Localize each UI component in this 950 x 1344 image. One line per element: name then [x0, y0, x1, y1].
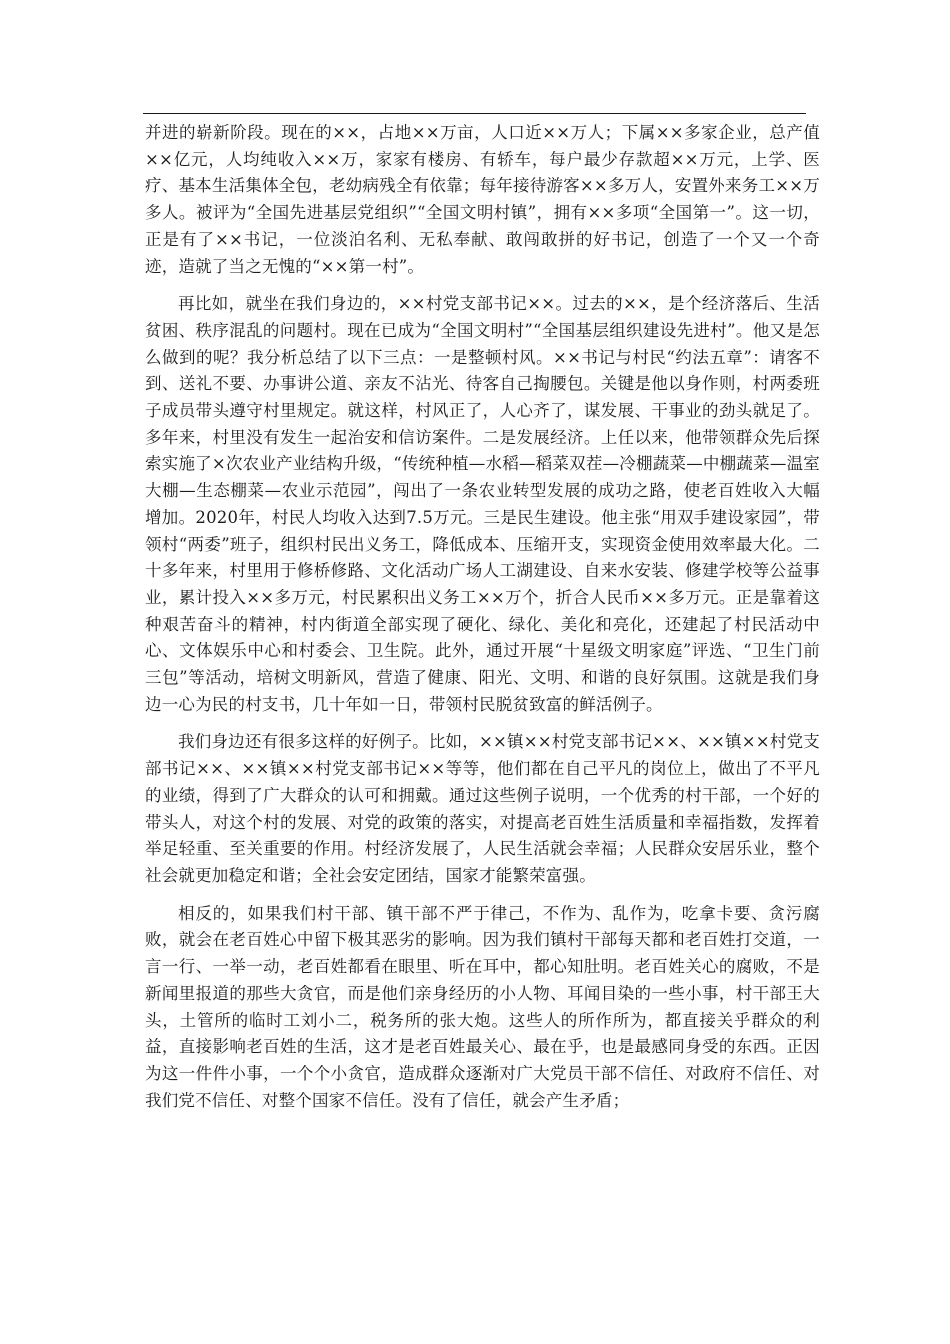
document-body	[145, 120, 820, 1125]
paragraph-counter-example: 相反的，如果我们村干部、镇干部不严于律己，不作为、乱作为，吃拿卡要、贪污腐败，就会在老百姓心中留下极其恶劣的影响。因为我们镇村干部每天都和老百姓打交道，一言一行、一举一动，老百姓都看在眼里、听在耳中，都心知肚明。老百姓关心的腐败，不是新闻里报道的那些大贪官，而是他们亲身经历的小人物、耳闻目染的一些小事，村干部王大头，土管所的临时工刘小二，税务所的张大炮。这些人的所作所为，都直接关乎群众的利益，直接影响老百姓的生活，这才是老百姓最关心、最在乎，也是最感同身受的东西。正因为这一件件小事，一个个小贪官，造成群众逐渐对广大党员干部不信任、对政府不信任、对我们党不信任、对整个国家不信任。没有了信任，就会产生矛盾；	[145, 903, 820, 1110]
paragraph-village-secretary-example: 再比如，就坐在我们身边的，××村党支部书记××。过去的××，是个经济落后、生活贫困、秩序混乱的问题村。现在已成为“全国文明村”“全国基层组织建设先进村”。他又是怎么做到的呢？我分析总结了以下三点：一是整顿村风。××书记与村民“约法五章”：请客不到、送礼不要、办事讲公道、亲友不沾光、待客自己掏腰包。关键是他以身作则，村两委班子成员带头遵守村里规定。就这样，村风正了，人心齐了，谋发展、干事业的劲头就足了。多年来，村里没有发生一起治安和信访案件。二是发展经济。上任以来，他带领群众先后探索实施了×次农业产业结构升级，“传统种植—水稻—稻菜双茬—冷棚蔬菜—中棚蔬菜—温室大棚—生态棚菜—农业示范园”，闯出了一条农业转型发展的成功之路，使老百姓收入大幅增加。2020年，村民人均收入达到7.5万元。三是民生建设。他主张“用双手建设家园”，带领村“两委”班子，组织村民出义务工，降低成本、压缩开支，实现资金使用效率最大化。二十多年来，村里用于修桥修路、文化活动广场人工湖建设、自来水安装、修建学校等公益事业，累计投入××多万元，村民累积出义务工××万个，折合人民币××多万元。正是靠着这种艰苦奋斗的精神，村内街道全部实现了硬化、绿化、美化和亮化，还建起了村民活动中心、文体娱乐中心和村委会、卫生院。此外，通过开展“十星级文明家庭”评选、“卫生门前三包”等活动，培树文明新风，营造了健康、阳光、文明、和谐的良好氛围。这就是我们身边一心为民的村支书，几十年如一日，带领村民脱贫致富的鲜活例子。	[145, 294, 820, 714]
header-rule	[143, 113, 806, 114]
paragraph-continuation: 并进的崭新阶段。现在的××，占地××万亩，人口近××万人；下属××多家企业，总产值××亿元，人均纯收入××万，家家有楼房、有轿车，每户最少存款超××万元，上学、医疗、基本生活集体全包，老幼病残全有依靠；每年接待游客××多万人，安置外来务工××万多人。被评为“全国先进基层党组织”“全国文明村镇”，拥有××多项“全国第一”。这一切，正是有了××书记，一位淡泊名利、无私奉献、敢闯敢拼的好书记，创造了一个又一个奇迹，造就了当之无愧的“××第一村”。	[145, 123, 820, 276]
paragraph-more-examples: 我们身边还有很多这样的好例子。比如，××镇××村党支部书记××、××镇××村党支部书记××、××镇××村党支部书记××等等，他们都在自己平凡的岗位上，做出了不平凡的业绩，得到了广大群众的认可和拥戴。通过这些例子说明，一个优秀的村干部，一个好的带头人，对这个村的发展、对党的政策的落实，对提高老百姓生活质量和幸福指数，发挥着举足轻重、至关重要的作用。村经济发展了，人民生活就会幸福；人民群众安居乐业，整个社会就更加稳定和谐；全社会安定团结，国家才能繁荣富强。	[145, 732, 820, 885]
